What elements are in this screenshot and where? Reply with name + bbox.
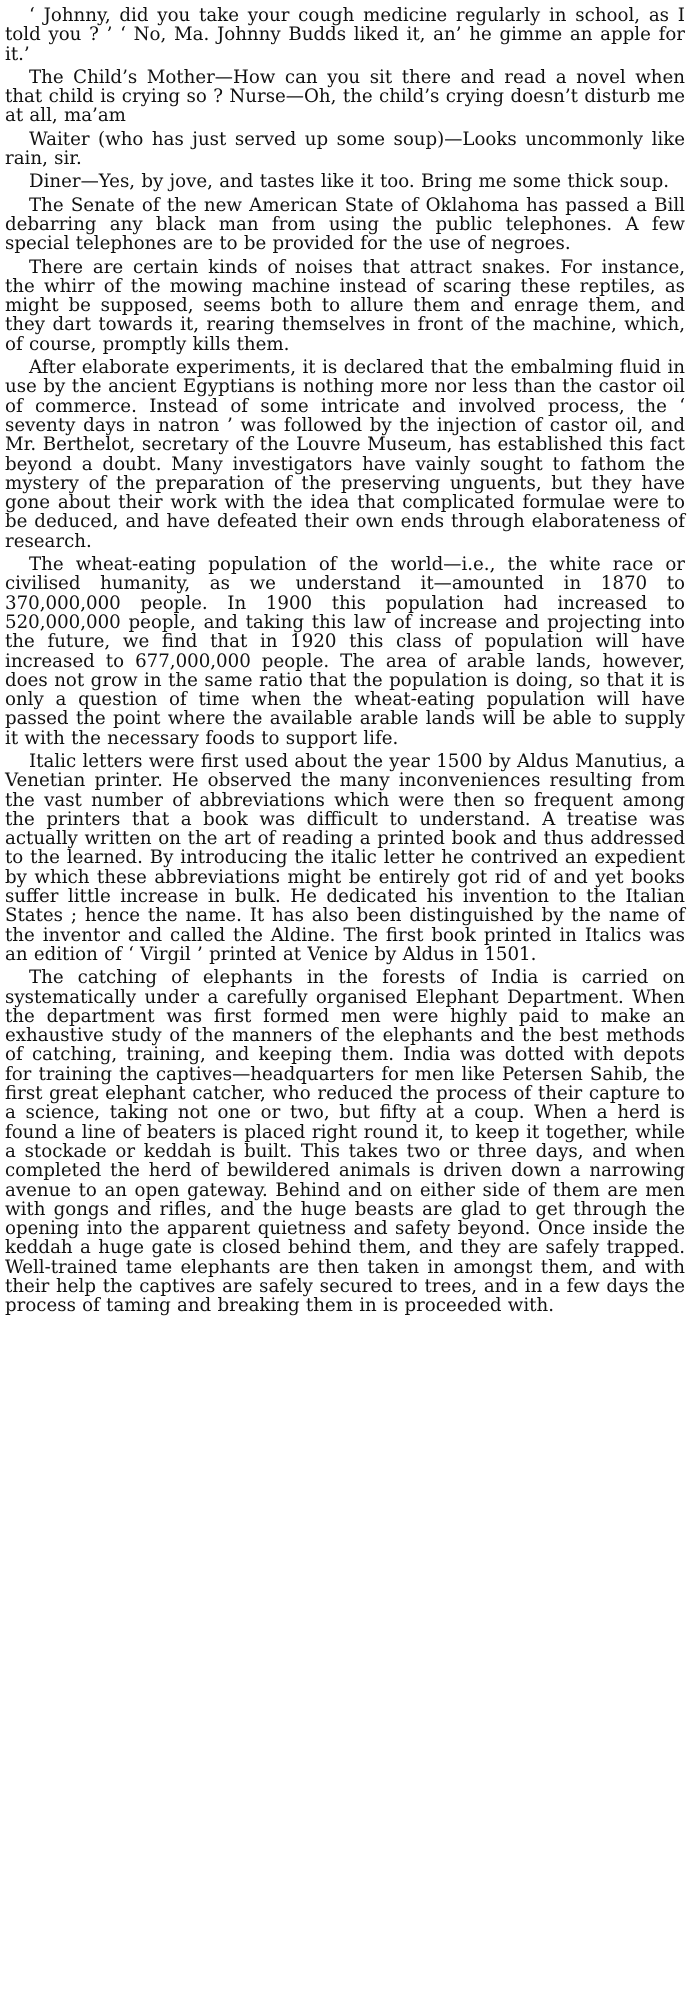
paragraph-cough-medicine-joke: ‘ Johnny, did you take your cough medicine regularly in school, as I told you ? ’ ‘ No, Ma. Johnny Budds liked it, an’ he gimme an apple for it.’ <box>5 5 685 65</box>
paragraph-elephant-catching: The catching of elephants in the forests of India is carried on systematically under a carefully organised Elephant Department. When the department was first formed men were highly paid to make an exhaustive study of the manners of the elephants and the best methods of catching, training, and keeping them. India was dotted with depots for training the captives—headquarters for men like Petersen Sahib, the first great elephant catcher, who reduced the process of their capture to a science, taking not one or two, but fifty at a coup. When a herd is found a line of beaters is placed right round it, to keep it together, while a stockade or keddah is built. This takes two or three days, and when completed the herd of bewildered animals is driven down a narrowing avenue to an open gateway. Behind and on either side of them are men with gongs and rifles, and the huge beasts are glad to get through the opening into the apparent quietness and safety beyond. Once inside the keddah a huge gate is closed behind them, and they are safely trapped. Well-trained tame elephants are then taken in amongst them, and with their help the captives are safely secured to trees, and in a few days the process of taming and breaking them in is proceeded with. <box>5 967 685 1317</box>
paragraph-nurse-joke: The Child’s Mother—How can you sit there and read a novel when that child is crying so ? Nurse—Oh, the child’s crying doesn’t disturb me at all, ma’am <box>5 66 685 127</box>
article-column <box>5 6 685 1320</box>
paragraph-wheat-population: The wheat-eating population of the world—i.e., the white race or civilised humanity, as we understand it—amounted in 1870 to 370,000,000 people. In 1900 this population had increased to 520,000,000 people, and taking this law of increase and projecting into the future, we find that in 1920 this class of population will have increased to 677,000,000 people. The area of arable lands, however, does not grow in the same ratio that the population is doing, so that it is only a question of time when the wheat-eating population will have passed the point where the available arable lands will be able to supply it with the necessary foods to support life. <box>5 554 685 749</box>
paragraph-waiter-joke: Waiter (who has just served up some soup)—Looks uncommonly like rain, sir. <box>5 128 685 170</box>
paragraph-embalming-fluid: After elaborate experiments, it is declared that the embalming fluid in use by the ancient Egyptians is nothing more nor less than the castor oil of commerce. Instead of some intricate and involved process, the ‘ seventy days in natron ’ was followed by the injection of castor oil, and Mr. Berthelot, secretary of the Louvre Museum, has established this fact beyond a doubt. Many investigators have vainly sought to fathom the mystery of the preparation of the preserving unguents, but they have gone about their work with the idea that complicated formulae were to be deduced, and have defeated their own ends through elaborateness of research. <box>5 357 685 552</box>
paragraph-oklahoma-telephones: The Senate of the new American State of Oklahoma has passed a Bill debarring any black man from using the public telephones. A few special telephones are to be provided for the use of negroes. <box>5 194 685 255</box>
paragraph-italic-letters: Italic letters were first used about the year 1500 by Aldus Manutius, a Venetian printer. He observed the many inconveniences resulting from the vast number of abbreviations which were then so frequent among the printers that a book was difficult to understand. A treatise was actually written on the art of reading a printed book and thus addressed to the learned. By introducing the italic letter he contrived an expedient by which these abbreviations might be entirely got rid of and yet books suffer little increase in bulk. He dedicated his invention to the Italian States ; hence the name. It has also been distinguished by the name of the inventor and called the Aldine. The first book printed in Italics was an edition of ‘ Virgil ’ printed at Venice by Aldus in 1501. <box>5 750 685 965</box>
paragraph-snakes-noises: There are certain kinds of noises that attract snakes. For instance, the whirr of the mowing machine instead of scaring these reptiles, as might be supposed, seems both to allure them and enrage them, and they dart towards it, rearing themselves in front of the machine, which, of course, promptly kills them. <box>5 256 685 355</box>
paragraph-diner-joke: Diner—Yes, by jove, and tastes like it too. Bring me some thick soup. <box>29 171 670 193</box>
